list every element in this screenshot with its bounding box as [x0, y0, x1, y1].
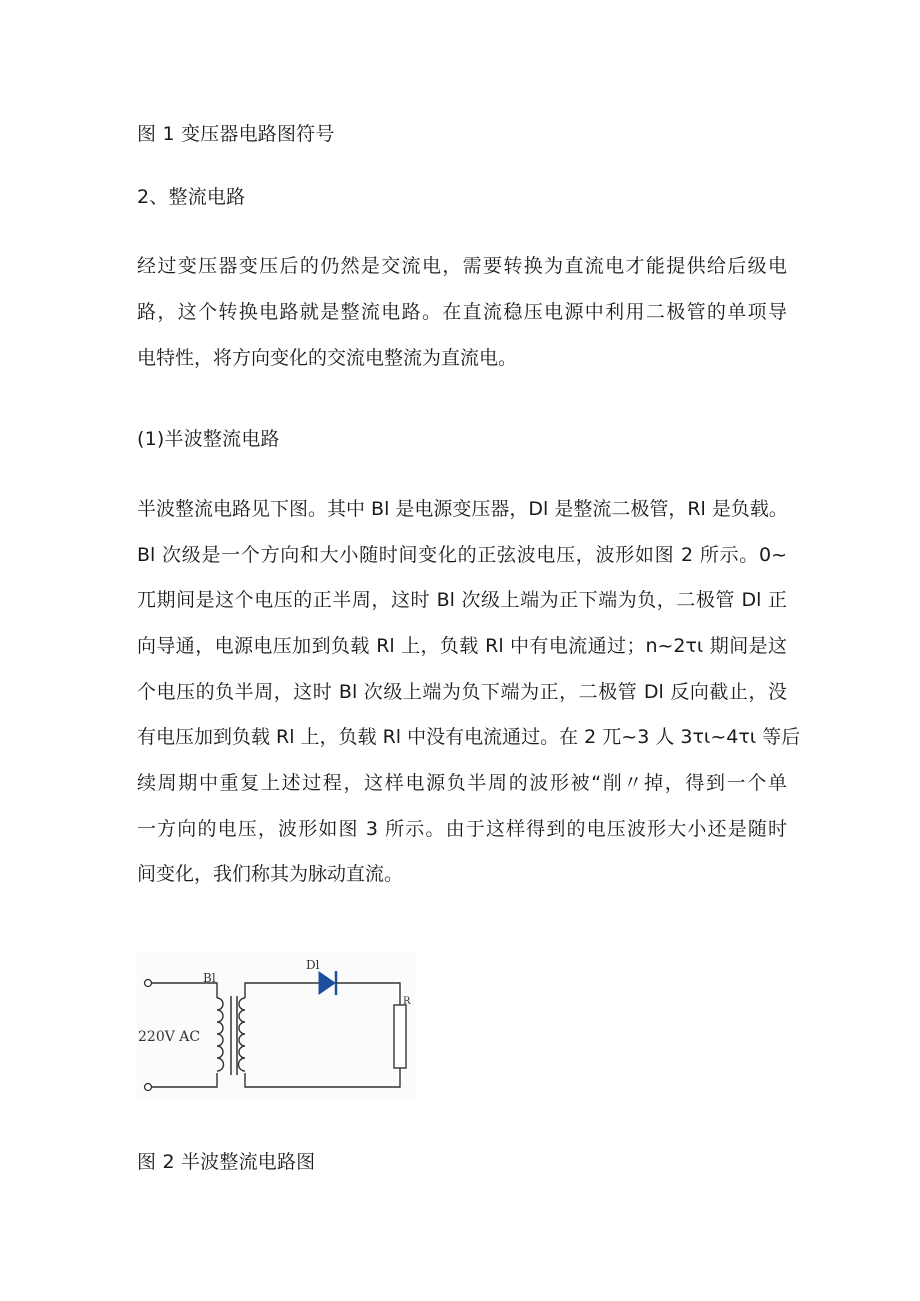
source-label: 220V AC [138, 1029, 201, 1045]
figure-background [137, 952, 415, 1098]
intro-line-1: 经过变压器变压后的仍然是交流电，需要转换为直流电才能提供给后级电 [137, 255, 787, 277]
body-line-3: 兀期间是这个电压的正半周，这时 Bl 次级上端为正下端为负，二极管 Dl 正 [137, 589, 787, 611]
figure-1-caption: 图 1 变压器电路图符号 [137, 123, 335, 145]
body-line-7: 续周期中重复上述过程，这样电源负半周的波形被“削〃掉，得到一个单 [137, 772, 787, 794]
transformer-label: Bl [203, 971, 216, 985]
input-terminal-bottom [145, 1084, 152, 1091]
resistor-icon [394, 1005, 406, 1068]
body-line-6: 有电压加到负载 Rl 上，负载 Rl 中没有电流通过。在 2 兀~3 人 3τι~4τι 等后 [137, 726, 801, 748]
body-line-5: 个电压的负半周，这时 Bl 次级上端为负下端为正，二极管 Dl 反向截止，没 [137, 681, 787, 703]
intro-line-3: 电特性，将方向变化的交流电整流为直流电。 [137, 347, 518, 369]
figure-2-caption: 图 2 半波整流电路图 [137, 1151, 316, 1173]
circuit-diagram [137, 952, 415, 1098]
body-line-4: 向导通，电源电压加到负载 Rl 上，负载 Rl 中有电流通过；n~2τι 期间是这 [137, 635, 787, 657]
body-line-2: Bl 次级是一个方向和大小随时间变化的正弦波电压，波形如图 2 所示。0~ [137, 544, 787, 566]
body-line-9: 间变化，我们称其为脉动直流。 [137, 863, 404, 885]
intro-line-2: 路，这个转换电路就是整流电路。在直流稳压电源中利用二极管的单项导 [137, 301, 787, 323]
subheading: (1)半波整流电路 [137, 428, 280, 450]
diode-label: Dl [306, 958, 320, 972]
body-line-8: 一方向的电压，波形如图 3 所示。由于这样得到的电压波形大小还是随时 [137, 818, 787, 840]
body-line-1: 半波整流电路见下图。其中 Bl 是电源变压器，Dl 是整流二极管，Rl 是负载。 [137, 498, 788, 520]
section-heading: 2、整流电路 [137, 186, 246, 208]
half-wave-rectifier-circuit-figure [137, 952, 415, 1098]
input-terminal-top [145, 980, 152, 987]
resistor-label: R [403, 996, 411, 1007]
